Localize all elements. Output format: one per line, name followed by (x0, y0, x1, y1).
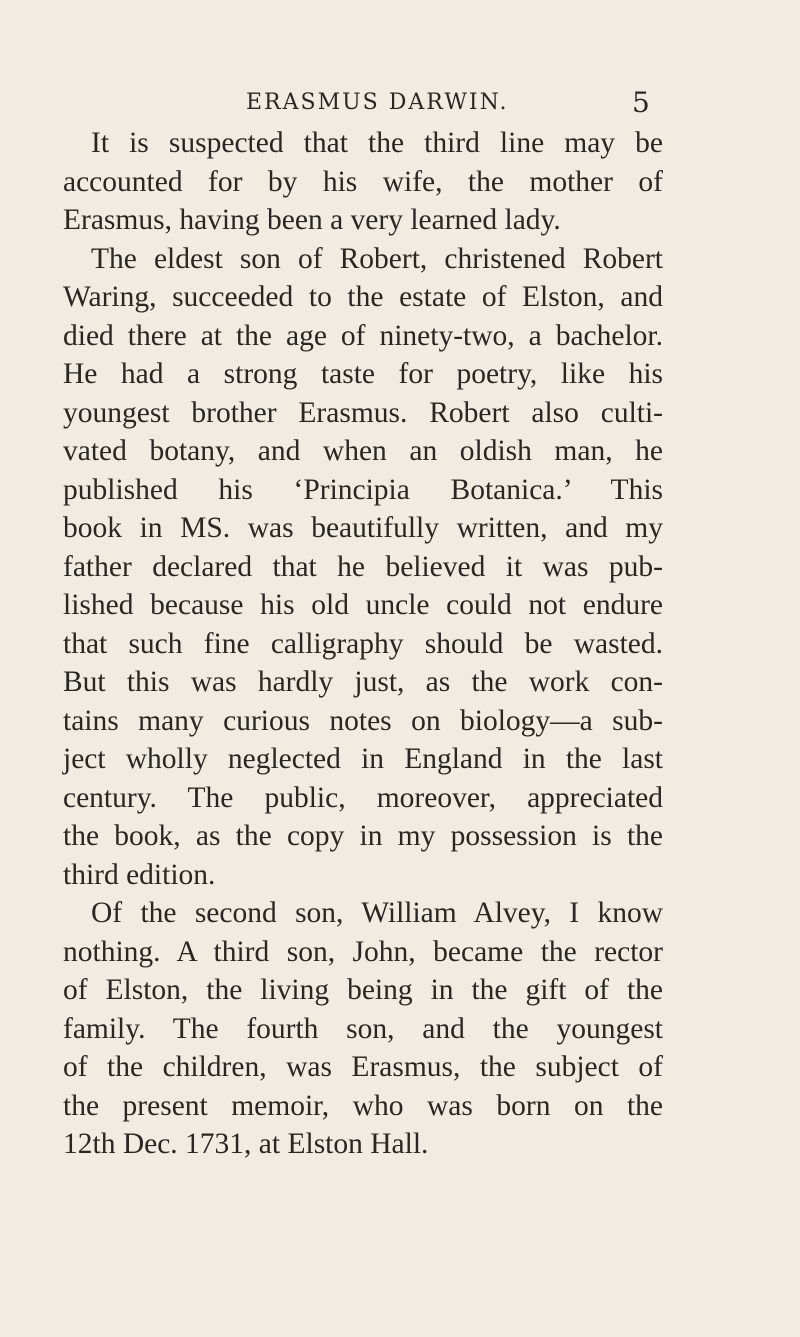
text-line: The eldest son of Robert, christened Robert (91, 242, 663, 275)
text-line: It is suspected that the third line may be (91, 127, 663, 159)
text-line: published his ‘Principia Botanica.’ This (63, 473, 663, 506)
text-line: But this was hardly just, as the work con- (63, 666, 663, 698)
text-line: He had a strong taste for poetry, like his (63, 358, 663, 390)
text-line: nothing. A third son, John, became the rector (63, 935, 663, 968)
text-line: lished because his old uncle could not endure (63, 589, 663, 621)
text-line: accounted for by his wife, the mother of (63, 165, 663, 198)
text-line: father declared that he believed it was pub- (63, 550, 663, 583)
text-line: the book, as the copy in my possession is the (63, 820, 663, 852)
text-line: of the children, was Erasmus, the subject of (63, 1051, 663, 1083)
text-line: century. The public, moreover, appreciated (63, 781, 663, 814)
paragraph-2 (63, 240, 663, 895)
body-text (63, 124, 663, 1164)
text-line: ject wholly neglected in England in the last (63, 743, 663, 775)
text-line: Erasmus, having been a very learned lady. (63, 204, 561, 236)
text-line: the present memoir, who was born on the (63, 1089, 663, 1122)
text-line: family. The fourth son, and the youngest (63, 1012, 663, 1045)
paragraph-1 (63, 124, 663, 240)
text-line: Of the second son, William Alvey, I know (91, 897, 663, 929)
text-line: of Elston, the living being in the gift of the (63, 974, 663, 1006)
text-line: 12th Dec. 1731, at Elston Hall. (63, 1128, 429, 1160)
running-head (0, 88, 800, 118)
text-line: youngest brother Erasmus. Robert also culti- (63, 396, 663, 429)
text-line: tains many curious notes on biology—a sub- (63, 704, 663, 737)
running-title: ERASMUS DARWIN. (246, 90, 509, 115)
text-line: third edition. (63, 858, 216, 891)
text-line: book in MS. was beautifully written, and my (63, 512, 663, 544)
page-number: 5 (632, 86, 650, 119)
text-line: that such fine calligraphy should be wasted. (63, 627, 663, 660)
paragraph-3 (63, 894, 663, 1164)
text-line: vated botany, and when an oldish man, he (63, 435, 663, 467)
text-line: Waring, succeeded to the estate of Elston, and (63, 281, 663, 313)
text-line: died there at the age of ninety-two, a bachelor. (63, 319, 663, 352)
